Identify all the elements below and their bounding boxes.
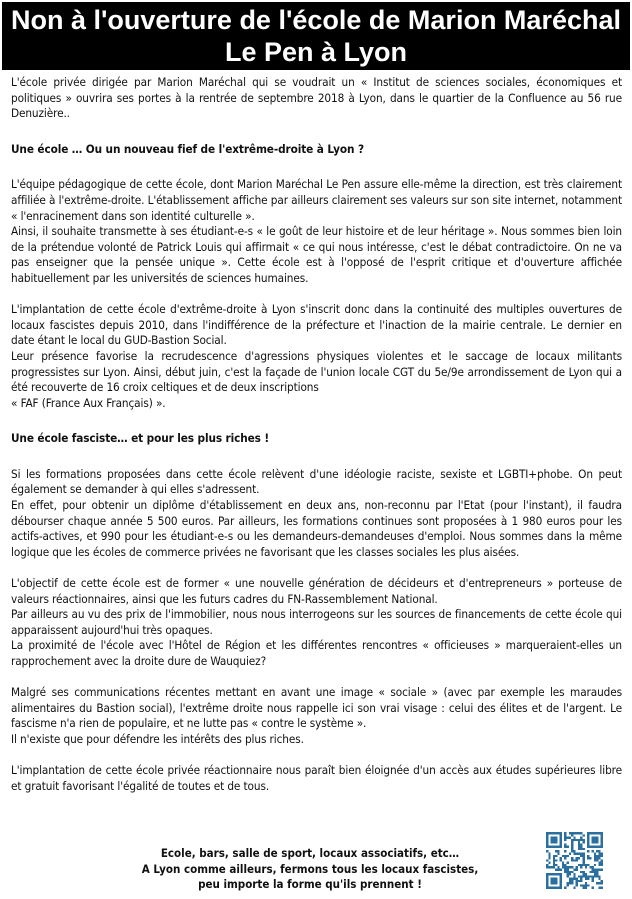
paragraph: La proximité de l'école avec l'Hôtel de Région et les différentes rencontres « officieuses » marqueraient-elles un rapprochement avec la droite dure de Wauquiez? [11,638,622,668]
paragraph: L'implantation de cette école d'extrême-droite à Lyon s'inscrit donc dans la continuité des multiples ouvertures de locaux fascistes depuis 2010, dans l'indifférence de la préfecture et l'inaction de la mairie centrale. Le dernier en date étant le local du GUD-Bastion Social. [11,302,622,348]
footer-slogan [100,846,520,893]
paragraph: En effet, pour obtenir un diplôme d'établissement en deux ans, non-reconnu par l'Etat (pour l'instant), il faudra débourser chaque année 5 500 euros. Par ailleurs, les formations continues sont proposées à 1 980 euros pour les actifs-actives, et 990 pour les étudiant-e-s ou les demandeurs-demandeuses d'emploi. Nous sommes dans la même logique que les écoles de commerce privées ne favorisant que les classes sociales les plus aisées. [11,498,622,559]
paragraph: Ainsi, il souhaite transmette à ses étudiant-e-s « le goût de leur histoire et de leur héritage ». Nous sommes bien loin de la prétendue volonté de Patrick Louis qui affirmait « ce qui nous intéresse, c'est le débat contradictoire. On ne va pas enseigner que la pensée unique ». Cette école est à l'opposé de l'esprit critique et d'ouverture affichée habituellement par les universités de sciences humaines. [11,224,622,285]
closing-paragraph: L'implantation de cette école privée réactionnaire nous paraît bien éloignée d'un accès aux études supérieures libre et gratuit favorisant l'égalité de toutes et de tous. [11,763,622,793]
paragraph: « FAF (France Aux Français) ». [11,395,166,410]
title-line-2: Le Pen à Lyon [224,37,408,67]
footer-line-3: peu importe la forme qu'ils prennent ! [198,877,422,892]
intro-paragraph: L'école privée dirigée par Marion Maréchal qui se voudrait un « Institut de sciences sociales, économiques et politiques » ouvrira ses portes à la rentrée de septembre 2018 à Lyon, dans le quartier de la Confluence au 56 rue Denuzière.. [11,75,622,121]
page-title [2,2,630,70]
footer-line-2: A Lyon comme ailleurs, fermons tous les locaux fascistes, [141,861,479,876]
qr-code-icon[interactable] [546,832,603,889]
paragraph: L'objectif de cette école est de former « une nouvelle génération de décideurs et d'entrepreneurs » porteuse de valeurs réactionnaires, ainsi que les futurs cadres du FN-Rassemblement National. [11,576,622,606]
title-line-1: Non à l'ouverture de l'école de Marion Maréchal [10,5,621,35]
paragraph: Leur présence favorise la recrudescence d'agressions physiques violentes et le saccage de locaux militants progressistes sur Lyon. Ainsi, début juin, c'est la façade de l'union locale CGT du 5e/9e arrondissement de Lyon qui a été recouverte de 16 croix celtiques et de deux inscriptions [11,348,622,395]
section-heading-2: Une école fasciste… et pour les plus riches ! [11,431,270,446]
paragraph: Si les formations proposées dans cette école relèvent d'une idéologie raciste, sexiste et LGBTI+phobe. On peut également se demander à qui elles s'adressent. [11,466,622,497]
footer-line-1: Ecole, bars, salle de sport, locaux associatifs, etc… [160,846,460,860]
paragraph: Malgré ses communications récentes mettant en avant une image « sociale » (avec par exemple les maraudes alimentaires du Bastion social), l'extrême droite nous rappelle ici son vrai visage : celui des élites et de l'argent. Le fascisme n'a rien de populaire, et ne lutte pas « contre le système ». [11,685,622,731]
section-heading-1: Une école … Ou un nouveau fief de l'extrême-droite à Lyon ? [11,141,364,156]
paragraph: Il n'existe que pour défendre les intérêts des plus riches. [11,731,304,746]
article-body [11,75,622,794]
paragraph: L'équipe pédagogique de cette école, dont Marion Maréchal Le Pen assure elle-même la direction, est très clairement affiliée à l'extrême-droite. L'établissement affiche par ailleurs clairement ses valeurs sur son site internet, notamment « l'enracinement dans son identité culturelle ». [11,177,622,223]
paragraph: Par ailleurs au vu des prix de l'immobilier, nous nous interrogeons sur les sources de financements de cette école qui apparaissent aujourd'hui très opaques. [11,607,622,637]
